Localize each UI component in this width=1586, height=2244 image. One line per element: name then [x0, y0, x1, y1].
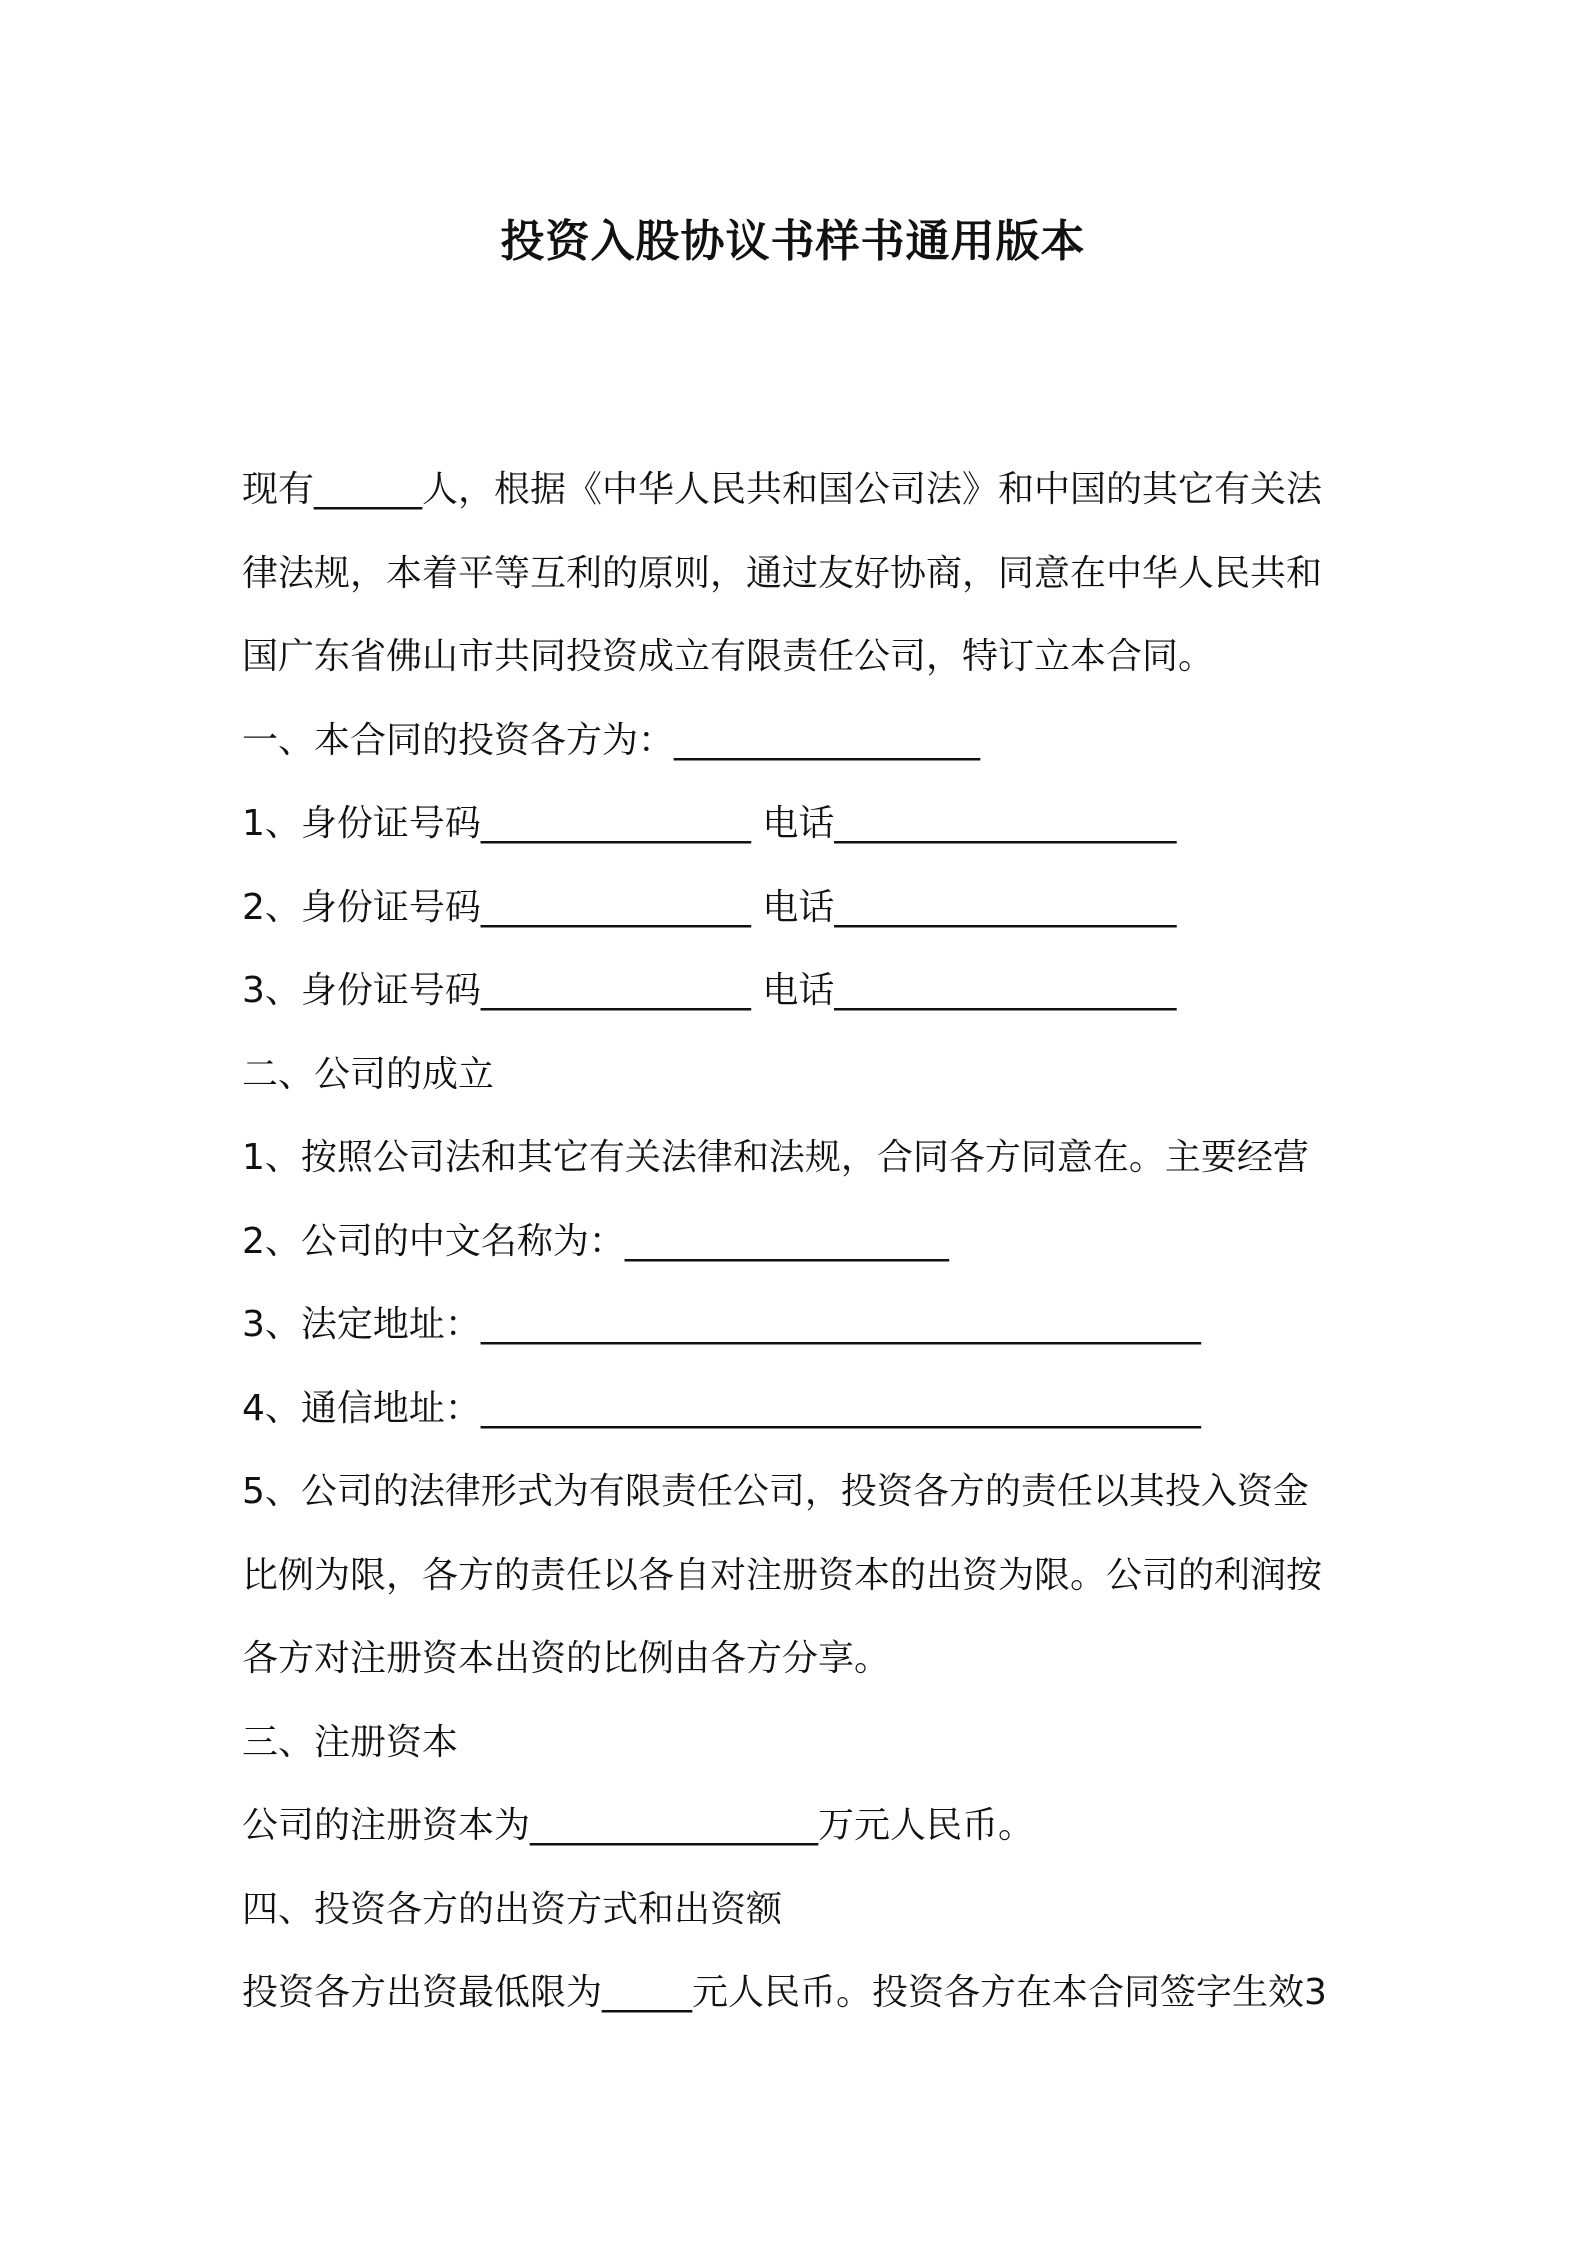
- clause-line: 3、法定地址：________________________________________: [242, 1304, 1201, 1345]
- clause-line: 1、按照公司法和其它有关法律和法规，合同各方同意在。主要经营: [242, 1137, 1309, 1178]
- section-heading-3: 三、注册资本: [242, 1721, 459, 1763]
- section-heading-2: 二、公司的成立: [242, 1053, 495, 1095]
- clause-line: 2、公司的中文名称为：__________________: [242, 1220, 949, 1262]
- party-line-1: 1、身份证号码_______________ 电话___________________: [242, 803, 1177, 844]
- party-line-3: 3、身份证号码_______________ 电话___________________: [242, 970, 1177, 1011]
- paragraph-line: 国广东省佛山市共同投资成立有限责任公司，特订立本合同。: [242, 636, 1215, 677]
- clause-line: 公司的注册资本为________________万元人民币。: [242, 1805, 1035, 1846]
- paragraph-line: 现有______人，根据《中华人民共和国公司法》和中国的其它有关法: [242, 469, 1323, 510]
- section-heading-4: 四、投资各方的出资方式和出资额: [242, 1888, 783, 1930]
- document-body: [242, 448, 1362, 2035]
- paragraph-line: 律法规，本着平等互利的原则，通过友好协商，同意在中华人民共和: [242, 552, 1323, 594]
- clause-line: 投资各方出资最低限为_____元人民币。投资各方在本合同签字生效3: [242, 1972, 1327, 2013]
- section-heading-1: 一、本合同的投资各方为：_________________: [242, 719, 981, 761]
- clause-line: 比例为限，各方的责任以各自对注册资本的出资为限。公司的利润按: [242, 1554, 1323, 1596]
- document-title: 投资入股协议书样书通用版本: [500, 216, 1086, 267]
- party-line-2: 2、身份证号码_______________ 电话___________________: [242, 886, 1177, 928]
- clause-line: 5、公司的法律形式为有限责任公司，投资各方的责任以其投入资金: [242, 1471, 1309, 1512]
- clause-line: 4、通信地址：________________________________________: [242, 1387, 1201, 1429]
- clause-line: 各方对注册资本出资的比例由各方分享。: [242, 1638, 891, 1679]
